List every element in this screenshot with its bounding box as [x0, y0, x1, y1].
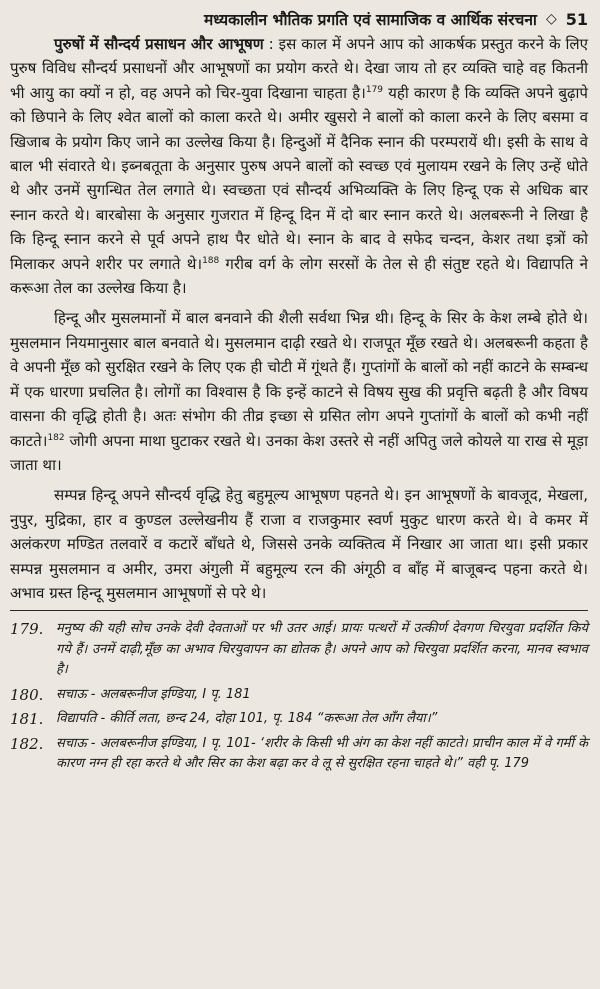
paragraph-1-text-a: : इस काल में अपने आप को आकर्षक प्रस्तुत करने के लिए पुरुष विविध सौन्दर्य प्रसाधनों और आभूषणों का प्रयोग करते थे। देखा जाय तो हर व्यक्ति चाहे वह कितनी भी आयु का क्यों न हो, वह अपने को चिर-युवा दिखाना चाहता है। — [10, 35, 588, 102]
paragraph-1-lead: पुरुषों में सौन्दर्य प्रसाधन और आभूषण — [54, 35, 264, 53]
footnote-ref-179: 179 — [365, 84, 384, 95]
footnote-text: विद्यापति - कीर्ति लता, छन्द 24, दोहा 101, पृ. 184 “करूआ तेल आँग लैया।” — [56, 711, 438, 727]
footnote-180 — [10, 685, 588, 706]
page-number: 51 — [565, 9, 588, 29]
footnote-ref-182: 182 — [47, 432, 65, 443]
paragraph-3 — [10, 483, 588, 605]
footnote-text: सचाऊ - अलबरूनीज इण्डिया, I पृ. 181 — [56, 686, 251, 702]
footnote-182 — [10, 734, 588, 775]
footnote-divider — [10, 610, 588, 611]
footnote-ref-188: 188 — [202, 255, 220, 266]
paragraph-2-text-a: हिन्दू और मुसलमानों में बाल बनवाने की शैली सर्वथा भिन्न थी। हिन्दू के सिर के केश लम्बे होते थे। मुसलमान नियमानुसार बाल बनवाते थे। मुसलमान दाढ़ी रखते थे। राजपूत मूँछ रखते थे। अलबरूनी कहता है वे अपनी मूँछ को सुरक्षित रखने के लिए एक ही चोटी में गूंथते हैं। गुप्तांगों के बालों को नहीं काटने के सम्बन्ध में एक धारणा प्रचलित है। लोगों का विश्वास है कि इन्हें काटने से विषय सुख की प्रवृत्ति बढ़ती है और विषय वासना की वृद्धि होती है। अतः संभोग की तीव्र इच्छा से ग्रसित लोग अपने गुप्तांगों के बालों को कभी नहीं काटते। — [10, 309, 588, 450]
paragraph-3-text: सम्पन्न हिन्दू अपने सौन्दर्य वृद्धि हेतु बहुमूल्य आभूषण पहनते थे। इन आभूषणों के बावजूद, मेखला, नुपुर, मुद्रिका, हार व कुण्डल उल्लेखनीय हैं राजा व राजकुमार स्वर्ण मुकुट धारण करते थे। वे कमर में अलंकरण मण्डित तलवारें व कटारें बाँधते थे, जिससे उनके व्यक्तित्व में निखार आ जाता था। इसी प्रकार सम्पन्न मुसलमान व अमीर, उमरा अंगुली में बहुमूल्य रत्न की अंगूठी व बाँह में बाजूबन्द पहना करते थे। अभाव ग्रस्त हिन्दू मुसलमान आभूषणों से परे थे। — [10, 486, 588, 602]
footnote-181 — [10, 709, 588, 730]
footnote-number: 180. — [10, 685, 44, 704]
footnote-number: 179. — [10, 620, 44, 639]
paragraph-2-text-b: जोगी अपना माथा घुटाकर रखते थे। उनका केश उस्तरे से नहीं अपितु जले कोयले या राख से मूड़ा जाता था। — [10, 431, 588, 474]
paragraph-1 — [10, 32, 588, 300]
footnote-number: 181. — [10, 710, 44, 729]
footnote-number: 182. — [10, 734, 44, 753]
footnote-text: सचाऊ - अलबरूनीज इण्डिया, I पृ. 101- ‘शरीर के किसी भी अंग का केश नहीं काटते। प्राचीन काल में वे गर्मी के कारण नग्न ही रहा करते थे और सिर का केश बढ़ा कर वे लू से सुरक्षित रहना चाहते थे।” वही पृ. 179 — [56, 735, 588, 772]
paragraph-2 — [10, 306, 588, 477]
footnote-text: मनुष्य की यही सोच उनके देवी देवताओं पर भी उतर आई। प्रायः पत्थरों में उत्कीर्ण देवगण चिरयुवा प्रदर्शित किये गये हैं। उनमें दाढ़ी,मूँछ का अभाव चिरयुवापन का द्योतक है। अपने आप को चिरयुवा प्रदर्शित करना, मानव स्वभाव है। — [56, 621, 588, 678]
footnote-179 — [10, 619, 588, 681]
paragraph-1-text-c: गरीब वर्ग के लोग सरसों के तेल से ही संतुष्ट रहते थे। विद्यापति ने करूआ तेल का उल्लेख किया है। — [10, 254, 588, 298]
diamond-icon: ◇ — [545, 11, 557, 27]
running-header — [10, 6, 588, 32]
paragraph-1-text-b: यही कारण है कि व्यक्ति अपने बुढ़ापे को छिपाने के लिए श्वेत बालों को काला करते थे। अमीर खुसरो ने बालों को काला करने के लिए बसमा व खिजाब के प्रयोग किए जाने का उल्लेख किया है। हिन्दुओं में दैनिक स्नान की परम्परायें थी। इसी के साथ वे बाल भी संवारते थे। इब्नबतूता के अनुसार पुरुष अपने बालों को स्वच्छ एवं मुलायम रखने के लिए उन्हें धोते थे और उनमें सुगन्धित तेल लगाते थे। स्वच्छता एवं सौन्दर्य अभिव्यक्ति के लिए हिन्दू एक से अधिक बार स्नान करते थे। बारबोसा के अनुसार गुजरात में हिन्दू दिन में दो बार स्नान करते थे। अलबरूनी ने लिखा है कि हिन्दू स्नान करने से पूर्व अपने हाथ पैर धोते थे। स्नान के बाद वे सफेद चन्दन, केशर तथा इत्रों को मिलाकर अपने शरीर पर लगाते थे। — [10, 83, 589, 273]
running-title: मध्यकालीन भौतिक प्रगति एवं सामाजिक व आर्थिक संरचना — [204, 11, 537, 29]
